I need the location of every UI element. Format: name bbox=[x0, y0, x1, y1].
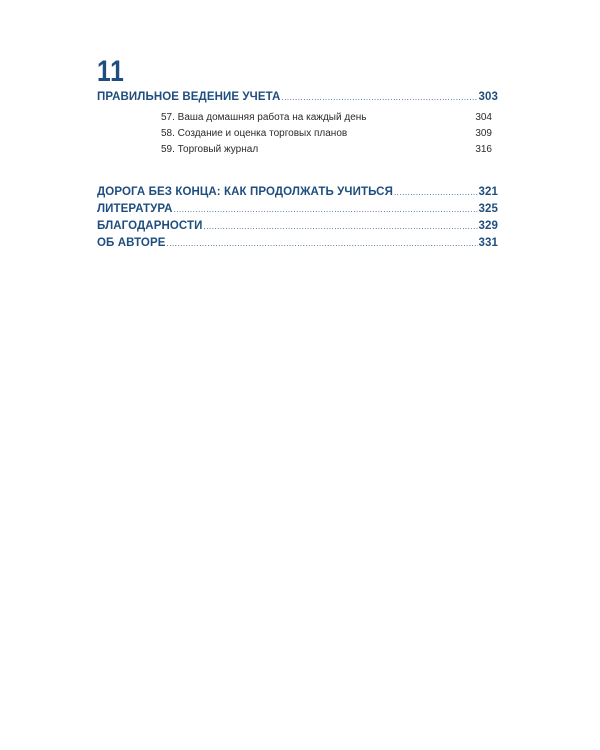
dot-leader bbox=[167, 237, 478, 249]
toc-subentry-page: 309 bbox=[475, 128, 492, 139]
dot-leader bbox=[174, 203, 478, 215]
dot-leader bbox=[204, 220, 478, 232]
toc-subentry[interactable] bbox=[161, 128, 492, 139]
toc-entry-back-matter[interactable] bbox=[97, 203, 498, 215]
toc-subentry-label: 57. Ваша домашняя работа на каждый день bbox=[161, 112, 367, 123]
toc-entry-back-matter[interactable] bbox=[97, 237, 498, 249]
toc-entry-back-matter[interactable] bbox=[97, 186, 498, 198]
toc-subentry-label: 59. Торговый журнал bbox=[161, 144, 259, 155]
toc-entry-page: 329 bbox=[478, 220, 498, 232]
toc-entry-page: 325 bbox=[478, 203, 498, 215]
toc-entry-label: ДОРОГА БЕЗ КОНЦА: КАК ПРОДОЛЖАТЬ УЧИТЬСЯ bbox=[97, 186, 393, 198]
toc-subentry[interactable] bbox=[161, 112, 492, 123]
toc-entry-back-matter[interactable] bbox=[97, 220, 498, 232]
dot-leader bbox=[394, 186, 478, 198]
toc-entry-label: ОБ АВТОРЕ bbox=[97, 237, 166, 249]
toc-entry-page: 331 bbox=[478, 237, 498, 249]
toc-subentry-label: 58. Создание и оценка торговых планов bbox=[161, 128, 348, 139]
toc-entry-chapter-title[interactable] bbox=[97, 91, 498, 103]
toc-entry-page: 303 bbox=[478, 91, 498, 103]
toc-entry-label: БЛАГОДАРНОСТИ bbox=[97, 220, 203, 232]
dot-leader bbox=[281, 91, 477, 103]
toc-entry-label: ЛИТЕРАТУРА bbox=[97, 203, 173, 215]
toc-entry-page: 321 bbox=[478, 186, 498, 198]
toc-subentry-page: 316 bbox=[475, 144, 492, 155]
toc-entry-label: ПРАВИЛЬНОЕ ВЕДЕНИЕ УЧЕТА bbox=[97, 91, 281, 103]
chapter-number: 11 bbox=[97, 55, 125, 88]
toc-subentry[interactable] bbox=[161, 144, 492, 155]
toc-subentry-page: 304 bbox=[475, 112, 492, 123]
